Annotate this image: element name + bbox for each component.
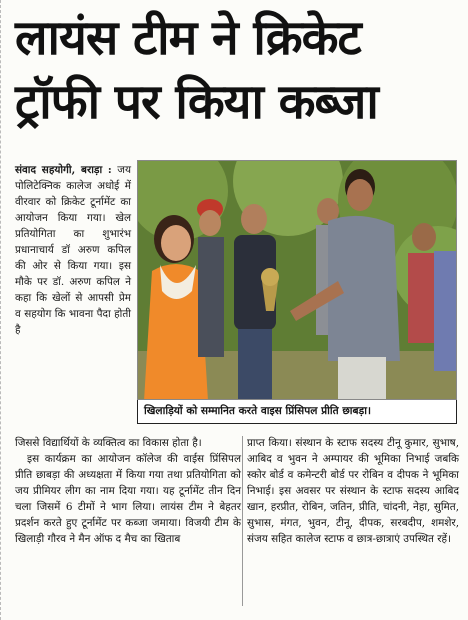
headline [15, 6, 463, 134]
dateline: संवाद सहयोगी, बराड़ा : [15, 164, 112, 176]
photo-caption: खिलाड़ियों को सम्मानित करते वाइस प्रिंसिपल प्रीति छाबड़ा। [137, 400, 457, 424]
intro-column [15, 162, 131, 338]
body-column-right [247, 435, 459, 547]
news-photo [137, 160, 457, 400]
headline-line-1: लायंस टीम ने क्रिकेट [15, 10, 361, 66]
photo-illustration [138, 161, 457, 400]
body-column-left [15, 435, 241, 547]
headline-line-2: ट्रॉफी पर किया कब्जा [15, 74, 378, 130]
body-paragraph-3: प्राप्त किया। संस्थान के स्टाफ सदस्य टीनू कुमार, सुभाष, आबिद व भुवन ने अम्पायर की भूमिका निभाई जबकि स्कोर बोर्ड व कमेन्टरी बोर्ड पर रोबिन व दीपक ने भूमिका निभाई। इस अवसर पर संस्थान के स्टाफ सदस्य आबिद खान, हरप्रीत, रोबिन, जतिन, प्रीति, चांदनी, नेहा, सुमित, सुभास, मंगत, भुवन, टीनू, दीपक, सरबदीप, शमशेर, संजय सहित कालेज स्टाफ व छात्र-छात्राएं उपस्थित रहें। [247, 437, 459, 545]
column-divider [242, 436, 243, 606]
body-paragraph-1: जिससे विद्यार्थियों के व्यक्तित्व का विकास होता है। [15, 437, 202, 449]
intro-text: जय पोलिटेक्निक कालेज अधोई में वीरवार को क्रिकेट टूर्नामेंट का आयोजन किया गया। खेल प्रतियोगिता का शुभारंभ प्रधानाचार्य डॉ अरुण कपिल की ओर से किया गया। इस मौके पर डॉ. अरुण कपिल ने कहा कि खेलों से आपसी प्रेम व सहयोग कि भावना पैदा होती है [15, 164, 131, 336]
body-paragraph-2: इस कार्यक्रम का आयोजन कॉलेज की वाईस प्रिंसिपल प्रीति छाबड़ा की अध्यक्षता में किया गया तथा प्रतियोगिता को जय प्रीमियर लीग का नाम दिया गया। यह टूर्नामेंट तीन दिन चला जिसमें 6 टीमों ने भाग लिया। लायंस टीम ने बेहतर प्रदर्शन करते हुए टूर्नामेंट पर कब्जा जमाया। विजयी टीम के खिलाड़ी गौरव ने मैन ऑफ द मैच का खिताब [15, 453, 241, 545]
intro-paragraph [15, 162, 131, 338]
